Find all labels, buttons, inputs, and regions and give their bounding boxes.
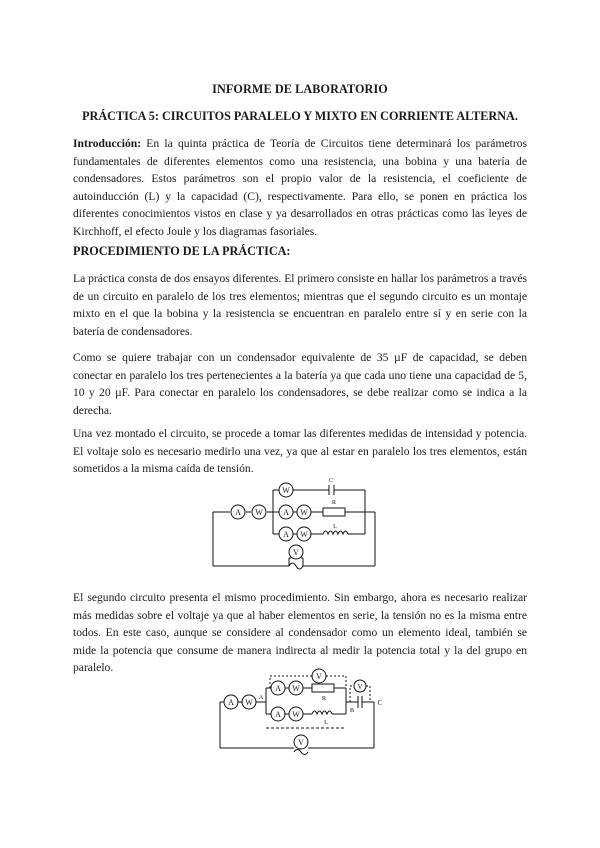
document-subtitle: PRÁCTICA 5: CIRCUITOS PARALELO Y MIXTO EN CORRIENTE ALTERNA. bbox=[82, 109, 518, 123]
ammeter-label: A bbox=[275, 684, 281, 693]
document-title: INFORME DE LABORATORIO bbox=[212, 82, 388, 96]
node-c-label: C bbox=[377, 699, 383, 707]
ammeter-label: A bbox=[275, 710, 281, 719]
wattmeter-label: W bbox=[292, 684, 300, 693]
wattmeter-label: W bbox=[282, 486, 290, 495]
procedure-heading: PROCEDIMIENTO DE LA PRÁCTICA: bbox=[73, 244, 291, 258]
intro-label: Introducción: bbox=[73, 137, 142, 150]
parallel-circuit-diagram bbox=[205, 476, 385, 578]
procedure-paragraph-4: El segundo circuito presenta el mismo procedimiento. Sin embargo, ahora es necesario realizar más medidas sobre el voltaje ya que al haber elementos en serie, la tensión no es la misma entre todos. En este caso, aunque se considere al condensador como un elemento ideal, también se mide la potencia que consume de manera indirecta al medir la potencia total y la del grupo en paralelo. bbox=[73, 591, 527, 675]
inductor-label: L bbox=[333, 524, 337, 530]
resistor-label: R bbox=[321, 696, 327, 702]
voltmeter-label: V bbox=[316, 672, 322, 681]
voltmeter-label: V bbox=[293, 548, 299, 557]
ammeter-label: A bbox=[228, 698, 234, 707]
resistor-label: R bbox=[331, 500, 337, 506]
inductor-label: L bbox=[324, 720, 328, 726]
intro-text: En la quinta práctica de Teoría de Circuitos tiene determinará los parámetros fundamentales de diferentes elementos como una resistencia, una bobina y una batería de condensadores. Estos parámetros son el propio valor de la resistencia, el coeficiente de autoinducción (L) y la capacidad (C), respectivamente. Para ello, se ponen en práctica los diferentes conocimientos vistos en clase y ya desarrollados en otras prácticas como las leyes de Kirchhoff, el efecto Joule y los diagramas fasoriales. bbox=[73, 137, 528, 238]
wattmeter-label: W bbox=[300, 530, 308, 539]
node-b-label: B bbox=[349, 708, 355, 714]
procedure-paragraph-3: Una vez montado el circuito, se procede a tomar las diferentes medidas de intensidad y potencia. El voltaje solo es necesario medirlo una vez, ya que al estar en paralelo los tres elementos, están sometidos a la misma caída de tensión. bbox=[73, 427, 527, 476]
wattmeter-label: W bbox=[300, 508, 308, 517]
intro-paragraph bbox=[73, 135, 527, 241]
node-a-label: A bbox=[258, 695, 264, 701]
procedure-paragraph-1: La práctica consta de dos ensayos diferentes. El primero consiste en hallar los parámetros a través de un circuito en paralelo de los tres elementos; mientras que el segundo circuito es un montaje mixto en el que la bobina y la resistencia se encuentran en paralelo entre sí y en serie con la batería de condensadores. bbox=[73, 272, 527, 338]
ammeter-label: A bbox=[283, 508, 289, 517]
wattmeter-label: W bbox=[245, 698, 253, 707]
voltmeter-label: V bbox=[298, 738, 304, 747]
procedure-paragraph-2: Como se quiere trabajar con un condensador equivalente de 35 µF de capacidad, se deben conectar en paralelo los tres pertenecientes a la batería ya que cada uno tiene una capacidad de 5, 10 y 20 µF. Para conectar en paralelo los condensadores, se debe realizar como se indica a la derecha. bbox=[73, 351, 527, 417]
mixed-circuit-diagram bbox=[214, 666, 392, 758]
voltmeter-label: V bbox=[357, 683, 363, 691]
ammeter-label: A bbox=[235, 508, 241, 517]
wattmeter-label: W bbox=[292, 710, 300, 719]
capacitor-label: C bbox=[328, 478, 334, 484]
wattmeter-label: W bbox=[255, 508, 263, 517]
ammeter-label: A bbox=[283, 530, 289, 539]
